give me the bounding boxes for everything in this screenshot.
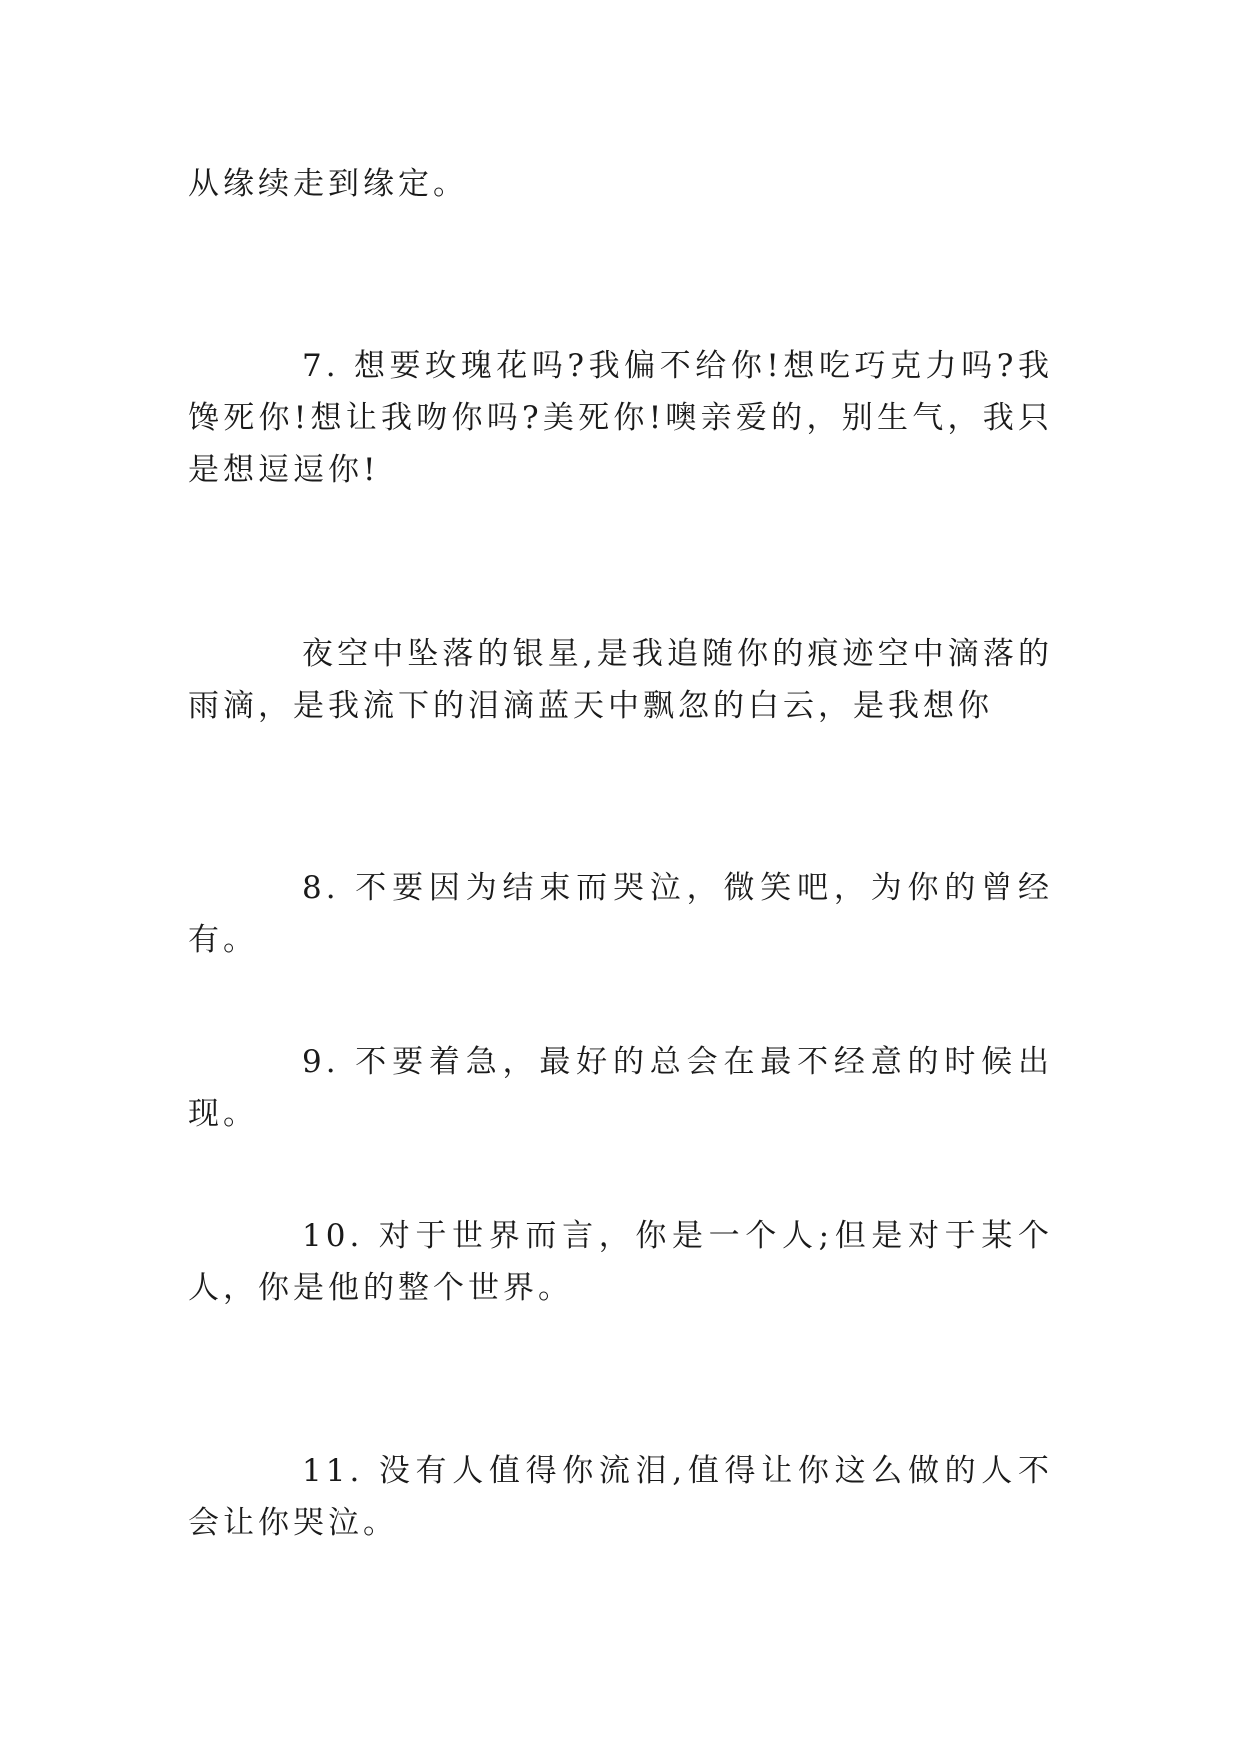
paragraph-continuation: 从缘续走到缘定。 (188, 166, 468, 202)
paragraph-night-sky: 夜空中坠落的银星,是我追随你的痕迹空中滴落的雨滴，是我流下的泪滴蓝天中飘忽的白云，是我想你 (188, 636, 1053, 724)
paragraph-item-7: 7. 想要玫瑰花吗?我偏不给你!想吃巧克力吗?我馋死你!想让我吻你吗?美死你!噢亲爱的，别生气，我只是想逗逗你! (188, 348, 1053, 488)
paragraph-item-11: 11. 没有人值得你流泪,值得让你这么做的人不会让你哭泣。 (188, 1453, 1053, 1541)
paragraph-item-9: 9. 不要着急，最好的总会在最不经意的时候出现。 (188, 1044, 1053, 1132)
paragraph-item-10: 10. 对于世界而言，你是一个人;但是对于某个人，你是他的整个世界。 (188, 1218, 1053, 1306)
paragraph-item-8: 8. 不要因为结束而哭泣，微笑吧，为你的曾经有。 (188, 870, 1053, 958)
